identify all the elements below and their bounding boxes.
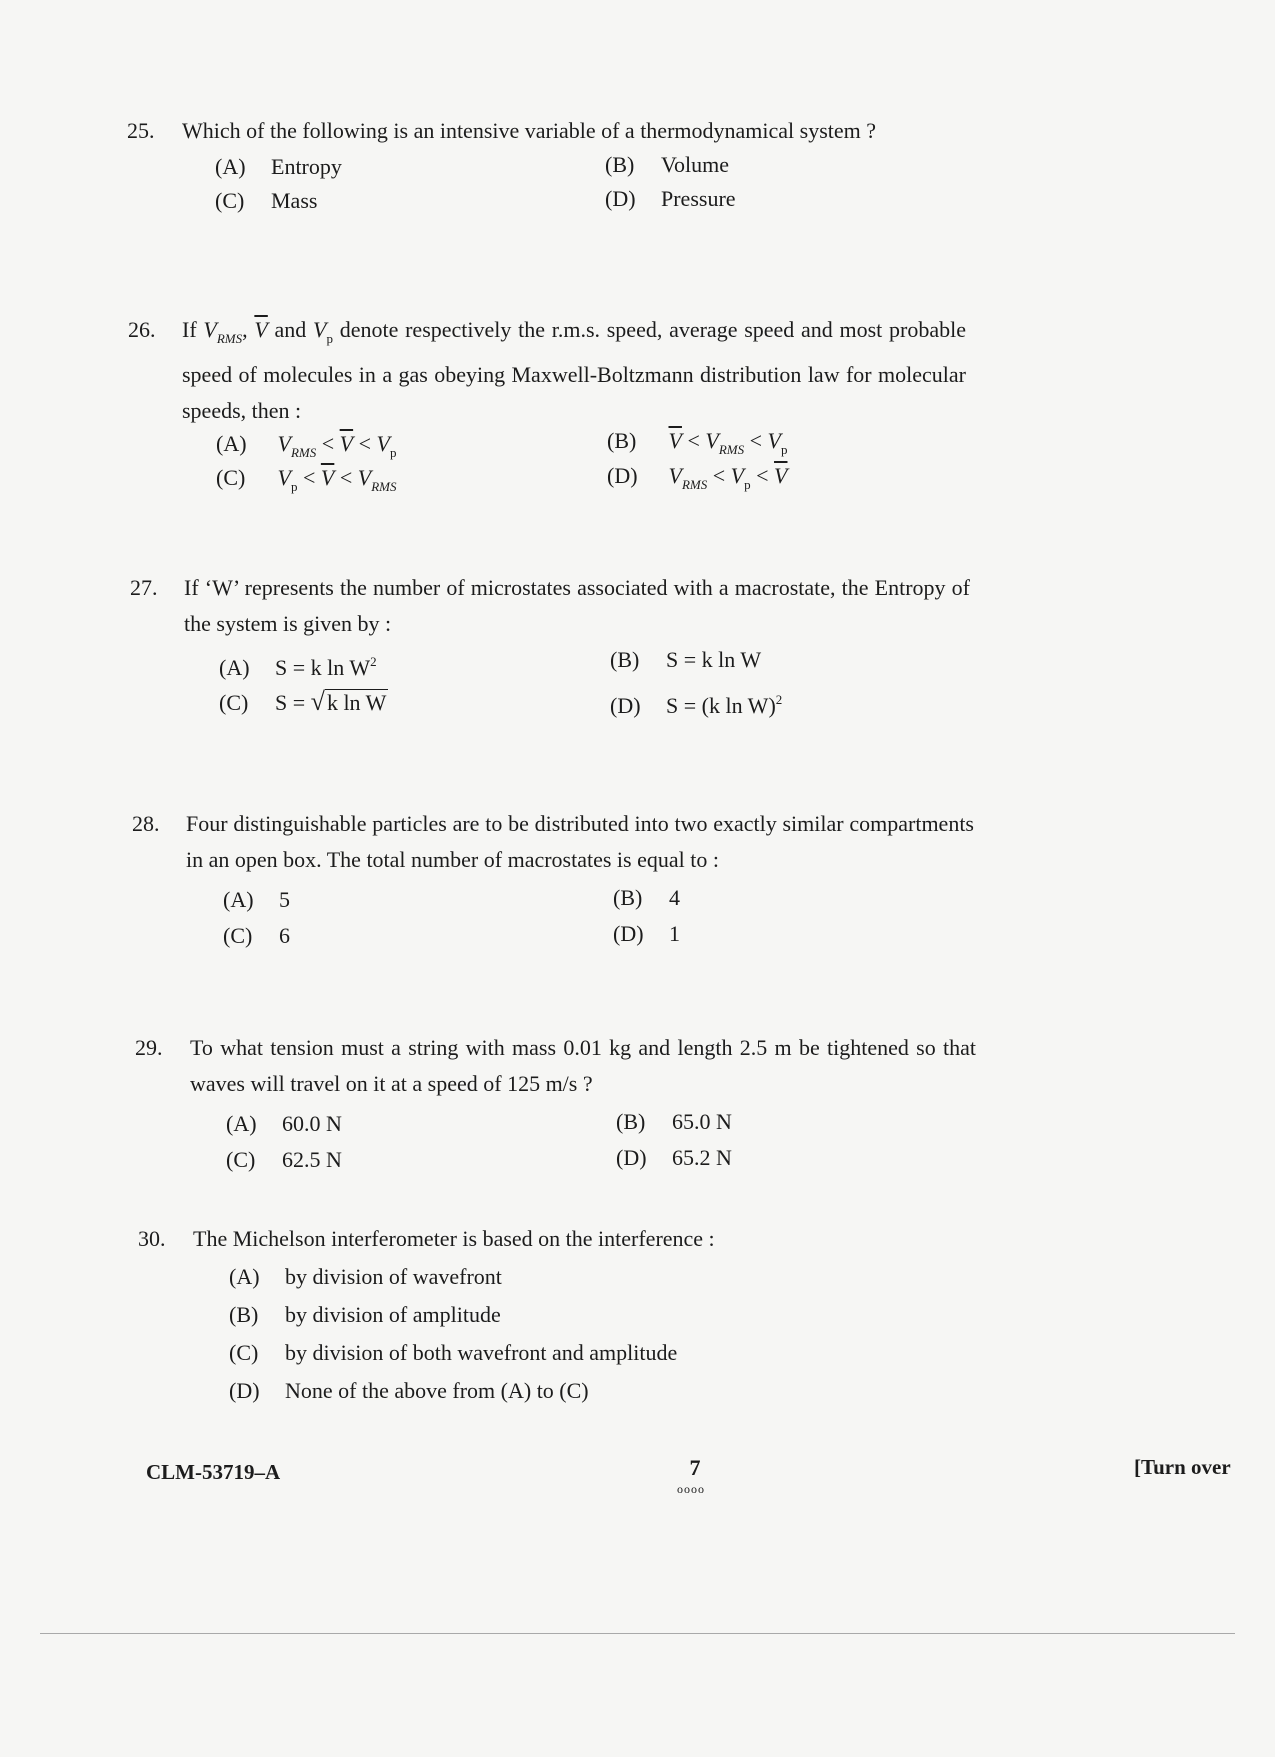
question-number: 26. (128, 317, 156, 342)
option-a: (A) 5 (223, 887, 290, 912)
question-number: 30. (138, 1226, 166, 1251)
question-number: 29. (135, 1035, 163, 1060)
option-d: (D) 1 (613, 921, 680, 946)
question-text: Four distinguishable particles are to be distributed into two exactly similar compartments in an open box. The total number of macrostates is equal to : (186, 811, 974, 872)
option-d: (D) S = (k ln W)$^2$ (610, 692, 783, 718)
option-c: (C) 62.5 N (226, 1147, 342, 1172)
option-b: (B) 4 (613, 885, 680, 910)
option-a: (A) by division of wavefront (229, 1264, 502, 1289)
option-b: (B) 65.0 N (616, 1109, 732, 1134)
option-c: (C) Mass (215, 188, 318, 213)
option-d: (D) Pressure (605, 186, 736, 211)
question-text: If ‘W’ represents the number of microstates associated with a macrostate, the Entropy of the system is given by : (184, 575, 970, 636)
option-c: (C) by division of both wavefront and amplitude (229, 1340, 678, 1365)
page-number: 7 (689, 1455, 701, 1480)
option-b: (B) Volume (605, 152, 730, 177)
question-text: To what tension must a string with mass 0.01 kg and length 2.5 m be tightened so that waves will travel on it at a speed of 125 m/s ? (190, 1035, 976, 1096)
paper-code: CLM-53719–A (146, 1460, 281, 1484)
option-a: (A) $V_{RMS} < \overline{V} < V_p$ (216, 431, 397, 460)
option-a: (A) S = k $\ln W^2$ (219, 654, 377, 680)
question-number: 27. (130, 575, 158, 600)
square-root: √k ln W (310, 687, 387, 716)
option-c: (C) $V_p < \overline{V} < V_{RMS}$ (216, 465, 397, 494)
option-c: (C) S = √k ln W (219, 684, 388, 721)
question-number: 28. (132, 811, 160, 836)
option-b: (B) by division of amplitude (229, 1302, 501, 1327)
question-text: Which of the following is an intensive variable of a thermodynamical system ? (182, 118, 877, 143)
turn-over-label: [Turn over (1134, 1455, 1231, 1479)
option-d: (D) 65.2 N (616, 1145, 732, 1170)
option-a: (A) Entropy (215, 154, 342, 179)
bottom-rule (40, 1633, 1235, 1634)
question-text: The Michelson interferometer is based on the interference : (193, 1226, 715, 1251)
option-b: (B) S = k ln W (610, 647, 762, 672)
question-number: 25. (127, 118, 155, 143)
option-c: (C) 6 (223, 923, 290, 948)
option-a: (A) 60.0 N (226, 1111, 342, 1136)
page-code: oooo (677, 1482, 705, 1496)
option-b: (B) $\overline{V} < V_{RMS} < V_p$ (607, 428, 788, 457)
question-text: If $V_{RMS}$, $\overline{V}$ and $V_p$ denote respectively the r.m.s. speed, average speed and most probable speed of molecules in a gas obeying Maxwell-Boltzmann distribution law for molecular speeds, then : (182, 317, 966, 423)
option-d: (D) $V_{RMS} < V_p < \overline{V}$ (607, 463, 788, 492)
option-d: (D) None of the above from (A) to (C) (229, 1378, 589, 1403)
